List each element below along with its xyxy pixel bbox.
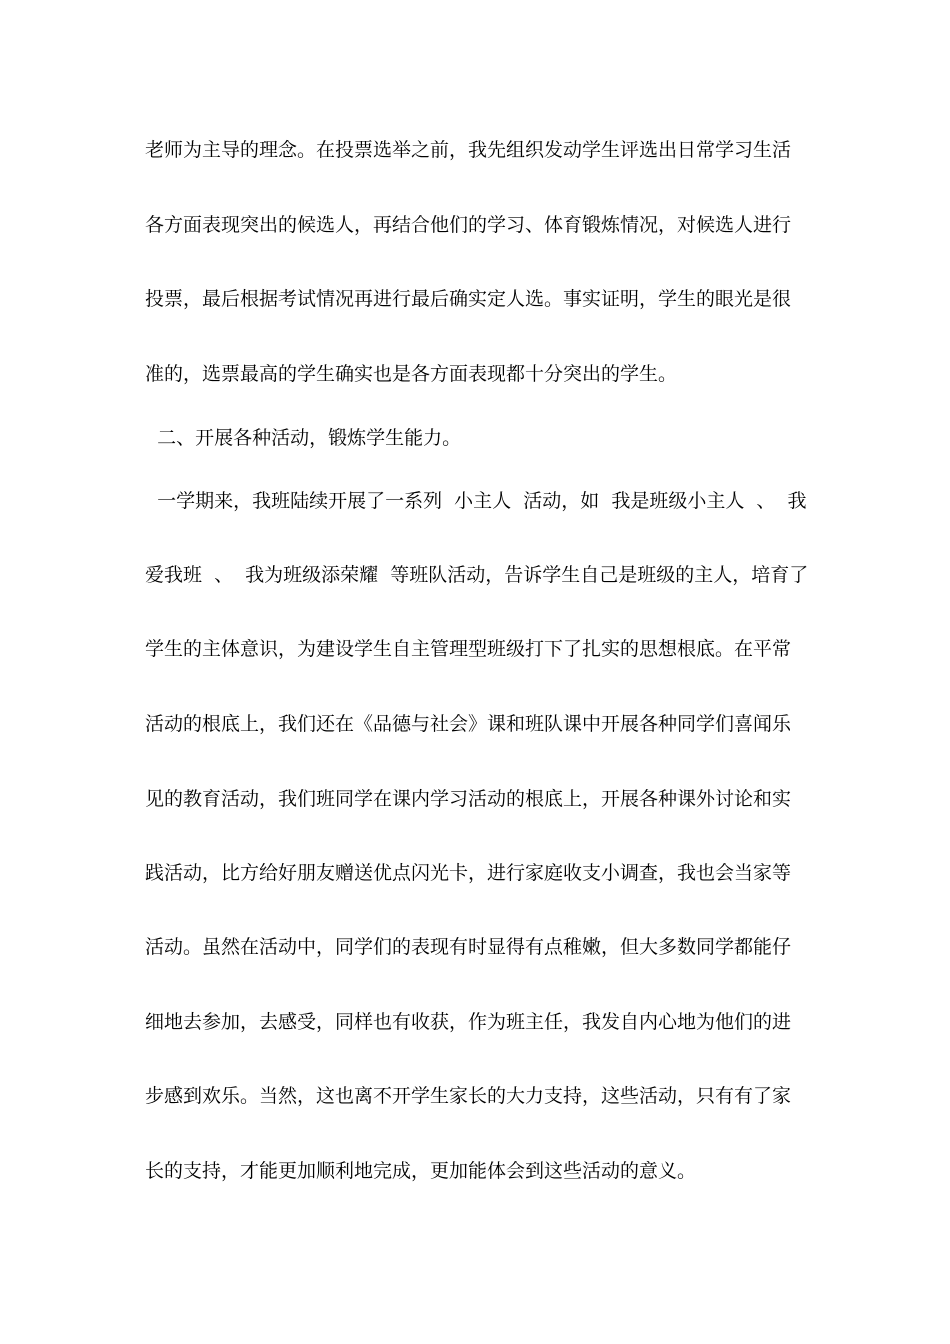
text-line: 一学期来，我班陆续开展了一系列 小主人 活动，如 我是班级小主人 、 我 bbox=[145, 490, 807, 512]
text-line: 细地去参加，去感受，同样也有收获，作为班主任，我发自内心地为他们的进 bbox=[145, 1011, 792, 1033]
text-line: 步感到欢乐。当然，这也离不开学生家长的大力支持，这些活动，只有有了家 bbox=[145, 1085, 792, 1107]
text-line: 见的教育活动，我们班同学在课内学习活动的根底上，开展各种课外讨论和实 bbox=[145, 788, 792, 810]
text-line: 活动。虽然在活动中，同学们的表现有时显得有点稚嫩，但大多数同学都能仔 bbox=[145, 936, 792, 958]
text-line: 各方面表现突出的候选人，再结合他们的学习、体育锻炼情况，对候选人进行 bbox=[145, 214, 792, 236]
text-line: 学生的主体意识，为建设学生自主管理型班级打下了扎实的思想根底。在平常 bbox=[145, 638, 792, 660]
text-line: 投票，最后根据考试情况再进行最后确实定人选。事实证明，学生的眼光是很 bbox=[145, 288, 792, 310]
text-line: 长的支持，才能更加顺利地完成，更加能体会到这些活动的意义。 bbox=[145, 1160, 697, 1182]
text-line: 准的，选票最高的学生确实也是各方面表现都十分突出的学生。 bbox=[145, 363, 678, 385]
text-line: 活动的根底上，我们还在《品德与社会》课和班队课中开展各种同学们喜闻乐 bbox=[145, 713, 792, 735]
text-line: 践活动，比方给好朋友赠送优点闪光卡，进行家庭收支小调查，我也会当家等 bbox=[145, 862, 792, 884]
section-heading: 二、开展各种活动，锻炼学生能力。 bbox=[145, 427, 462, 449]
text-line: 爱我班 、 我为班级添荣耀 等班队活动，告诉学生自己是班级的主人，培育了 bbox=[145, 564, 809, 586]
text-line: 老师为主导的理念。在投票选举之前，我先组织发动学生评选出日常学习生活 bbox=[145, 139, 792, 161]
